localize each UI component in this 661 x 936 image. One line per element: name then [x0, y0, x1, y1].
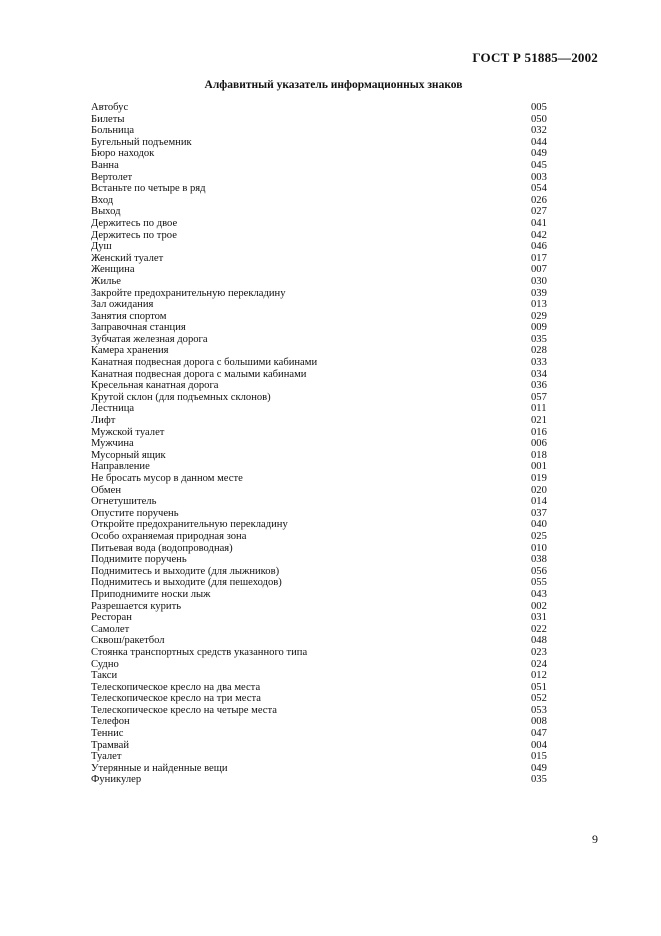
sign-code: 047: [531, 728, 547, 740]
index-term: Ресторан: [91, 612, 132, 624]
sign-code: 015: [531, 751, 547, 763]
index-term: Разрешается курить: [91, 600, 182, 612]
sign-code: 025: [531, 530, 547, 542]
sign-code: 001: [531, 461, 547, 473]
sign-code: 007: [531, 264, 547, 276]
index-entry: [91, 137, 553, 149]
index-entry: [91, 264, 553, 276]
sign-code: 011: [531, 403, 547, 415]
index-term: Откройте предохранительную перекладину: [91, 519, 288, 531]
index-term: Занятия спортом: [91, 310, 167, 322]
sign-code: 035: [531, 333, 547, 345]
index-term: Зал ожидания: [91, 299, 154, 311]
index-term: Особо охраняемая природная зона: [91, 530, 247, 542]
index-entry: [91, 740, 553, 752]
sign-code: 054: [531, 183, 547, 195]
sign-code: 046: [531, 241, 547, 253]
sign-code: 056: [531, 565, 547, 577]
index-term: Бюро находок: [91, 148, 155, 160]
index-entry: [91, 276, 553, 288]
index-term: Держитесь по трое: [91, 229, 177, 241]
index-term: Лифт: [91, 415, 116, 427]
index-entry: [91, 589, 553, 601]
index-entry: [91, 531, 553, 543]
index-term: Билеты: [91, 113, 125, 125]
sign-code: 041: [531, 217, 547, 229]
index-term: Мусорный ящик: [91, 449, 166, 461]
sign-code: 014: [531, 496, 547, 508]
index-term: Теннис: [91, 728, 124, 740]
sign-code: 009: [531, 322, 547, 334]
index-entry: [91, 403, 553, 415]
index-term: Вход: [91, 194, 114, 206]
index-term: Судно: [91, 658, 119, 670]
index-entry: [91, 392, 553, 404]
index-term: Больница: [91, 125, 135, 137]
index-term: Трамвай: [91, 739, 130, 751]
sign-code: 034: [531, 368, 547, 380]
index-entry: [91, 496, 553, 508]
index-entry: [91, 288, 553, 300]
sign-code: 036: [531, 380, 547, 392]
sign-code: 021: [531, 415, 547, 427]
sign-code: 026: [531, 194, 547, 206]
index-term: Обмен: [91, 484, 122, 496]
sign-code: 042: [531, 229, 547, 241]
index-term: Выход: [91, 206, 121, 218]
index-entry: [91, 230, 553, 242]
sign-code: 055: [531, 577, 547, 589]
index-term: Камера хранения: [91, 345, 169, 357]
index-term: Самолет: [91, 623, 130, 635]
sign-code: 027: [531, 206, 547, 218]
sign-code: 028: [531, 345, 547, 357]
sign-code: 010: [531, 542, 547, 554]
index-term: Поднимитесь и выходите (для лыжников): [91, 565, 280, 577]
index-entry: [91, 682, 553, 694]
index-term: Телескопическое кресло на четыре места: [91, 704, 277, 716]
index-term: Вертолет: [91, 171, 133, 183]
sign-code: 003: [531, 171, 547, 183]
sign-code: 024: [531, 658, 547, 670]
index-entry: [91, 299, 553, 311]
index-entry: [91, 659, 553, 671]
index-term: Туалет: [91, 751, 122, 763]
index-entry: [91, 670, 553, 682]
index-term: Поднимитесь и выходите (для пешеходов): [91, 577, 282, 589]
index-entry: [91, 415, 553, 427]
index-entry: [91, 125, 553, 137]
index-term: Ванна: [91, 159, 119, 171]
index-entry: [91, 461, 553, 473]
index-term: Автобус: [91, 102, 129, 113]
index-entry: [91, 195, 553, 207]
sign-code: 043: [531, 588, 547, 600]
index-entry: [91, 148, 553, 160]
index-entry: [91, 183, 553, 195]
index-term: Сквош/ракетбол: [91, 635, 165, 647]
index-entry: [91, 612, 553, 624]
index-entry: [91, 728, 553, 740]
index-entry: [91, 751, 553, 763]
index-entry: [91, 577, 553, 589]
index-entry: [91, 543, 553, 555]
index-entry: [91, 427, 553, 439]
sign-code: 029: [531, 310, 547, 322]
sign-code: 016: [531, 426, 547, 438]
sign-code: 018: [531, 449, 547, 461]
sign-code: 017: [531, 252, 547, 264]
sign-code: 048: [531, 635, 547, 647]
index-list: [91, 102, 553, 786]
sign-code: 031: [531, 612, 547, 624]
index-entry: [91, 485, 553, 497]
index-entry: [91, 311, 553, 323]
index-entry: [91, 774, 553, 786]
sign-code: 051: [531, 681, 547, 693]
index-entry: [91, 624, 553, 636]
page-title: Алфавитный указатель информационных знаков: [204, 79, 463, 91]
index-entry: [91, 601, 553, 613]
sign-code: 020: [531, 484, 547, 496]
index-term: Бугельный подъемник: [91, 136, 192, 148]
index-entry: [91, 206, 553, 218]
index-entry: [91, 218, 553, 230]
index-term: Женщина: [91, 264, 135, 276]
index-entry: [91, 566, 553, 578]
sign-code: 040: [531, 519, 547, 531]
page-number: 9: [592, 832, 598, 846]
index-entry: [91, 693, 553, 705]
index-term: Стоянка транспортных средств указанного типа: [91, 646, 308, 658]
index-entry: [91, 380, 553, 392]
index-term: Канатная подвесная дорога с малыми кабинами: [91, 368, 307, 380]
index-term: Телескопическое кресло на три места: [91, 693, 261, 705]
sign-code: 035: [531, 774, 547, 786]
index-entry: [91, 473, 553, 485]
index-term: Жилье: [91, 275, 121, 287]
index-entry: [91, 635, 553, 647]
sign-code: 032: [531, 125, 547, 137]
index-term: Телефон: [91, 716, 130, 728]
index-entry: [91, 508, 553, 520]
index-entry: [91, 716, 553, 728]
index-term: Кресельная канатная дорога: [91, 380, 219, 392]
index-term: Заправочная станция: [91, 322, 186, 334]
index-entry: [91, 438, 553, 450]
sign-code: 039: [531, 287, 547, 299]
sign-code: 008: [531, 716, 547, 728]
index-entry: [91, 345, 553, 357]
index-entry: [91, 172, 553, 184]
sign-code: 023: [531, 646, 547, 658]
index-term: Приподнимите носки лыж: [91, 588, 211, 600]
sign-code: 022: [531, 623, 547, 635]
index-term: Держитесь по двое: [91, 217, 178, 229]
index-term: Питьевая вода (водопроводная): [91, 542, 233, 554]
sign-code: 045: [531, 159, 547, 171]
index-term: Поднимите поручень: [91, 554, 187, 566]
index-entry: [91, 519, 553, 531]
sign-code: 002: [531, 600, 547, 612]
index-entry: [91, 705, 553, 717]
index-entry: [91, 763, 553, 775]
page-header: ГОСТ Р 51885—2002: [472, 50, 598, 65]
index-entry: [91, 160, 553, 172]
sign-code: 006: [531, 438, 547, 450]
sign-code: 052: [531, 693, 547, 705]
sign-code: 044: [531, 136, 547, 148]
sign-code: 050: [531, 113, 547, 125]
sign-code: 049: [531, 148, 547, 160]
index-term: Крутой склон (для подъемных склонов): [91, 391, 271, 403]
index-entry: [91, 369, 553, 381]
sign-code: 037: [531, 507, 547, 519]
index-term: Опустите поручень: [91, 507, 179, 519]
index-term: Телескопическое кресло на два места: [91, 681, 261, 693]
index-term: Такси: [91, 670, 118, 682]
index-term: Женский туалет: [91, 252, 164, 264]
index-term: Мужчина: [91, 438, 134, 450]
index-entry: [91, 102, 553, 114]
index-term: Душ: [91, 241, 112, 253]
sign-code: 013: [531, 299, 547, 311]
sign-code: 019: [531, 473, 547, 484]
index-term: Канатная подвесная дорога с большими кабинами: [91, 357, 318, 369]
sign-code: 012: [531, 670, 547, 682]
sign-code: 038: [531, 554, 547, 566]
index-term: Зубчатая железная дорога: [91, 333, 208, 345]
index-term: Утерянные и найденные вещи: [91, 762, 228, 774]
sign-code: 033: [531, 357, 547, 369]
sign-code: 053: [531, 704, 547, 716]
sign-code: 057: [531, 391, 547, 403]
index-term: Фуникулер: [91, 774, 142, 786]
sign-code: 049: [531, 762, 547, 774]
index-term: Встаньте по четыре в ряд: [91, 183, 206, 195]
index-term: Закройте предохранительную перекладину: [91, 287, 286, 299]
index-entry: [91, 647, 553, 659]
sign-code: 005: [531, 102, 547, 113]
index-entry: [91, 322, 553, 334]
index-entry: [91, 334, 553, 346]
sign-code: 004: [531, 739, 547, 751]
index-term: Лестница: [91, 403, 135, 415]
index-term: Направление: [91, 461, 150, 473]
index-term: Не бросать мусор в данном месте: [91, 473, 243, 484]
index-term: Огнетушитель: [91, 496, 157, 508]
index-term: Мужской туалет: [91, 426, 165, 438]
index-entry: [91, 253, 553, 265]
index-entry: [91, 114, 553, 126]
sign-code: 030: [531, 275, 547, 287]
index-entry: [91, 554, 553, 566]
index-entry: [91, 241, 553, 253]
index-entry: [91, 450, 553, 462]
index-entry: [91, 357, 553, 369]
